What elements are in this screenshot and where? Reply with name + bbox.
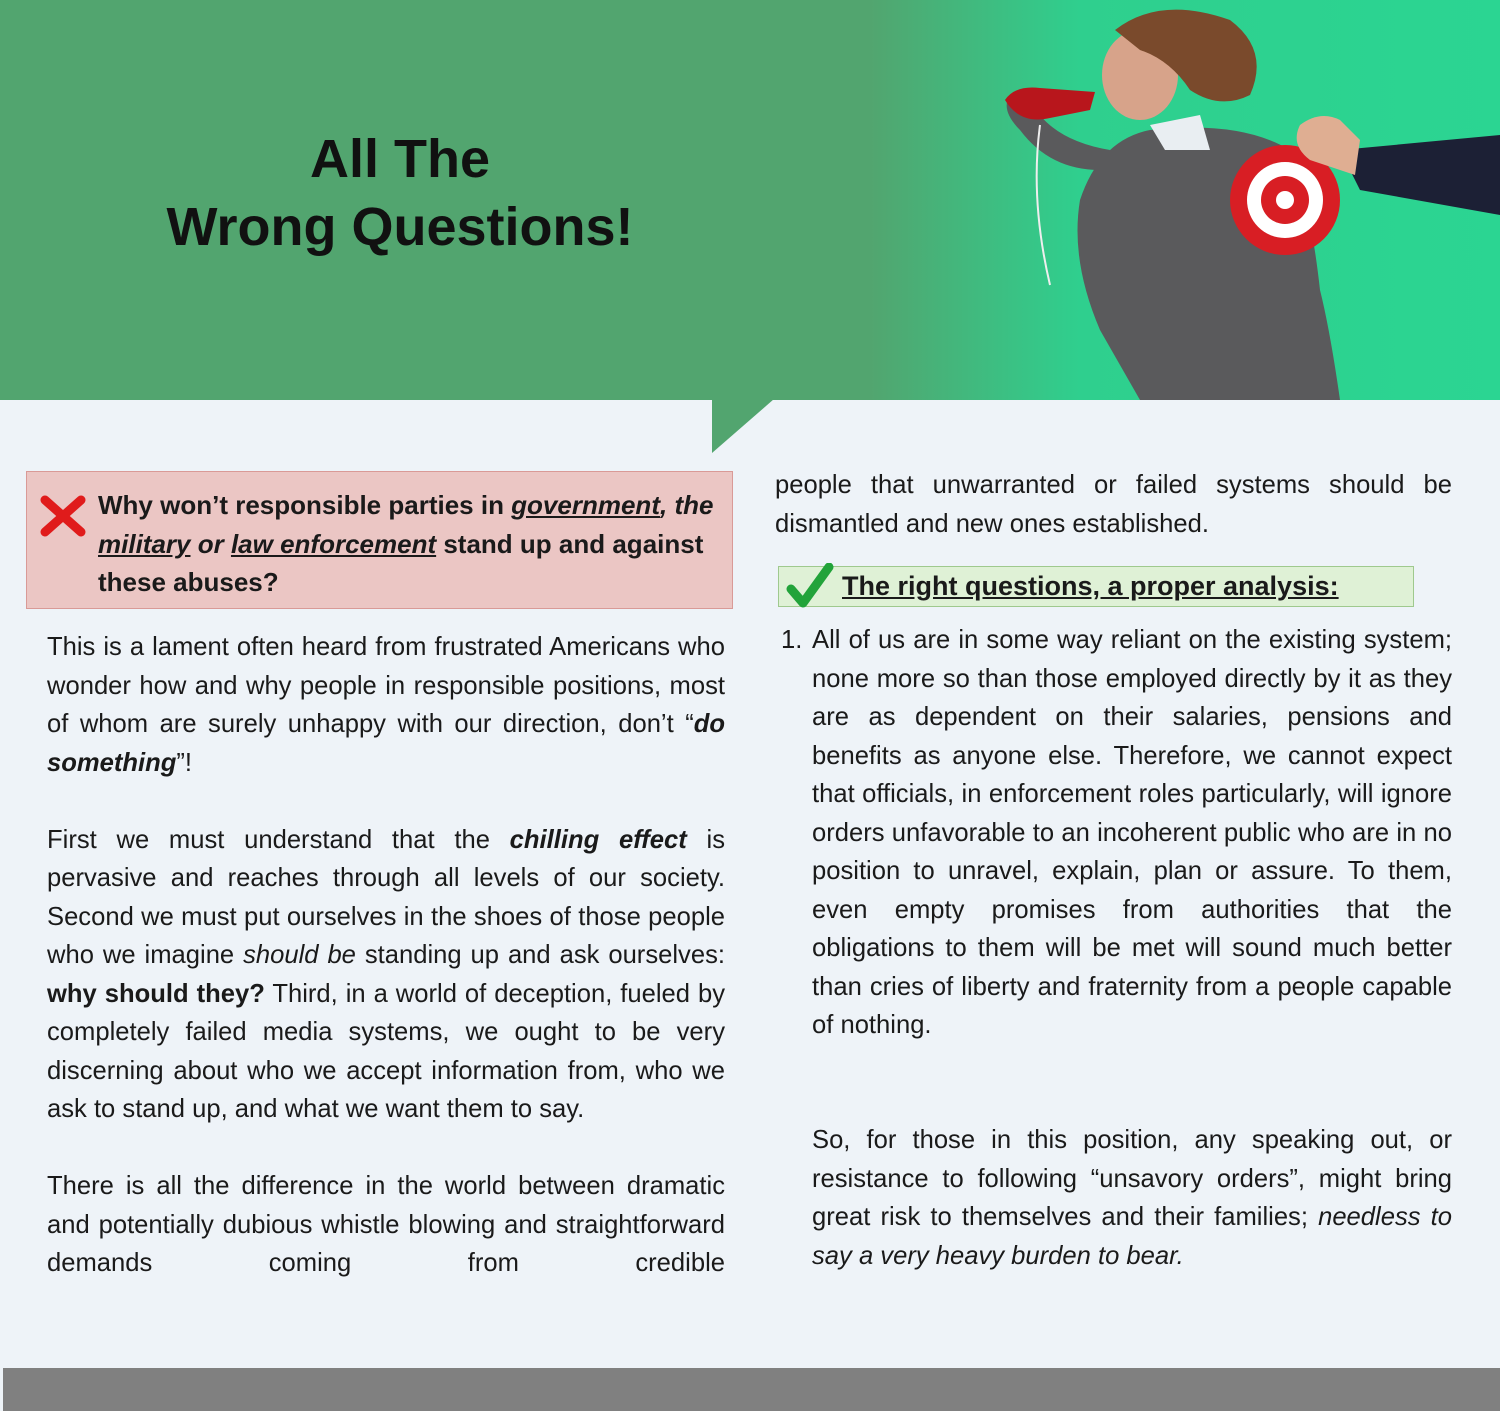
text: is pervasive and reaches through all levels of our society. Second we must put ourselves in the shoes of those people who we imagine xyxy=(47,825,726,969)
text: Third, in a world of deception, fueled by completely failed media systems, we ought to be very discerning about who we accept information from, who we ask to stand up, and what we want them to say. xyxy=(47,979,725,1123)
x-mark-icon xyxy=(39,492,87,540)
text: First we must understand that the xyxy=(47,825,510,854)
emphasis: why should they? xyxy=(47,979,265,1008)
question-emphasis-law-enforcement: law enforcement xyxy=(230,528,437,559)
analysis-heading: The right questions, a proper analysis: xyxy=(842,571,1339,601)
header-banner xyxy=(0,0,1500,400)
question-text: stand up and against these abuses? xyxy=(98,528,704,597)
analysis-list xyxy=(775,621,1452,1045)
list-text: All of us are in some way reliant on the existing system; none more so than those employed directly by it as they are as dependent on their salaries, pensions and benefits as anyone else. Therefore, we cannot expect that officials, in enforcement roles particularly, will ignore orders unfavorable to an incoherent public who are in no position to unravel, explain, plan or assure. To them, even empty promises from authorities that the obligations to them will be met will sound much better than cries of liberty and fraternity from a people capable of nothing. xyxy=(812,626,1452,1039)
text: So, for those in this position, any speaking out, or resistance to following “unsavory orders”, might bring great risk to themselves and their families; xyxy=(812,1126,1452,1231)
question-text: or xyxy=(190,528,231,559)
paragraph-3: There is all the difference in the world between dramatic and potentially dubious whistle blowing and straightforward demands coming from credible xyxy=(47,1172,725,1277)
title-line-2: Wrong Questions! xyxy=(166,197,634,257)
page-title xyxy=(100,125,700,261)
question-emphasis-military: military xyxy=(98,528,191,559)
paragraph-1 xyxy=(47,628,725,782)
question-text: Why won’t responsible parties in xyxy=(98,490,512,520)
wrong-question-text xyxy=(98,486,728,602)
speech-bubble-tail xyxy=(712,399,774,453)
right-paragraph-2 xyxy=(812,1121,1452,1275)
emphasis: do something xyxy=(47,710,725,777)
right-column-continuation: people that unwarranted or failed systems should be dismantled and new ones established. xyxy=(775,471,1452,538)
emphasis: should be xyxy=(243,941,356,969)
wrong-question-box xyxy=(26,471,733,609)
question-text: the xyxy=(674,490,714,520)
list-number: 1. xyxy=(781,626,803,654)
question-text: , xyxy=(659,490,668,520)
paragraph-2 xyxy=(47,821,725,1129)
footer-bar xyxy=(3,1368,1500,1411)
left-column xyxy=(47,628,725,1283)
emphasis: chilling effect xyxy=(509,825,687,854)
text: standing up and ask ourselves: xyxy=(355,941,725,969)
title-line-1: All The xyxy=(309,129,490,189)
emphasis: needless to say a very heavy burden to bear. xyxy=(812,1203,1453,1270)
whistleblower-illustration xyxy=(900,0,1500,400)
text: This is a lament often heard from frustrated Americans who wonder how and why people in responsible positions, most of whom are surely unhappy with our direction, don’t “ xyxy=(47,633,725,738)
text: ”! xyxy=(176,748,193,777)
question-emphasis-government: government xyxy=(511,490,660,520)
list-item xyxy=(775,621,1452,1045)
checkmark-icon xyxy=(785,563,835,609)
analysis-box xyxy=(778,566,1414,607)
